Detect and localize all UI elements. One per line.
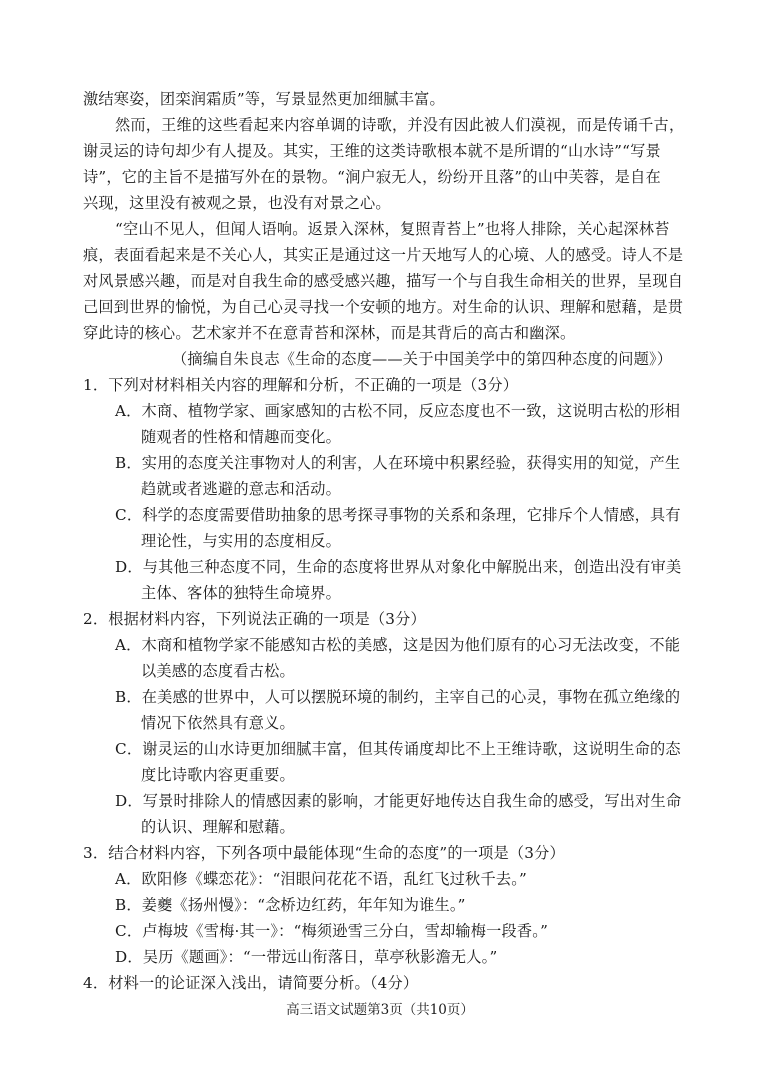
passage-line: 对风景感兴趣，而是对自我生命的感受感兴趣，描写一个与自我生命相关的世界，呈现自 [83, 272, 684, 290]
option-1a-cont: 随观者的性格和情趣而变化。 [141, 428, 342, 446]
passage-line: “空山不见人，但闻人语响。返景入深林，复照青苔上”也将人排除，关心起深林苔 [115, 220, 670, 238]
question-stem-4: 4．材料一的论证深入浅出，请简要分析。（4分） [83, 974, 419, 992]
option-2d-cont: 的认识、理解和慰藉。 [141, 818, 295, 836]
option-2d: D．写景时排除人的情感因素的影响，才能更好地传达自我生命的感受，写出对生命 [115, 792, 682, 810]
option-3c: C．卢梅坡《雪梅·其一》：“梅须逊雪三分白，雪却输梅一段香。” [115, 922, 549, 940]
option-2a: A．木商和植物学家不能感知古松的美感，这是因为他们原有的心习无法改变，不能 [115, 636, 681, 654]
option-2c-cont: 度比诗歌内容更重要。 [141, 766, 295, 784]
option-1c: C．科学的态度需要借助抽象的思考探寻事物的关系和条理，它排斥个人情感，具有 [115, 506, 681, 524]
option-1b-cont: 趋就或者逃避的意志和活动。 [141, 480, 342, 498]
option-1a: A．木商、植物学家、画家感知的古松不同，反应态度也不一致，这说明古松的形相 [115, 402, 681, 420]
option-2c: C．谢灵运的山水诗更加细腻丰富，但其传诵度却比不上王维诗歌，这说明生命的态 [115, 740, 681, 758]
question-stem-3: 3．结合材料内容，下列各项中最能体现“生命的态度”的一项是（3分） [83, 844, 565, 862]
passage-line: 然而，王维的这些看起来内容单调的诗歌，并没有因此被人们漠视，而是传诵千古， [115, 116, 685, 134]
option-1d-cont: 主体、客体的独特生命境界。 [141, 584, 342, 602]
passage-line: 激结寒姿，团栾润霜质”等，写景显然更加细腻丰富。 [83, 90, 445, 108]
option-1b: B．实用的态度关注事物对人的利害，人在环境中积累经验，获得实用的知觉，产生 [115, 454, 681, 472]
option-1d: D．与其他三种态度不同，生命的态度将世界从对象化中解脱出来，创造出没有审美 [115, 558, 682, 576]
option-3d: D．吴历《题画》：“一带远山衔落日，草亭秋影澹无人。” [115, 948, 498, 966]
option-2a-cont: 以美感的态度看古松。 [141, 662, 295, 680]
page-footer: 高三语文试题第3页（共10页） [286, 1002, 474, 1018]
question-stem-2: 2．根据材料内容，下列说法正确的一项是（3分） [83, 610, 426, 628]
passage-line: 痕，表面看起来是不关心人，其实正是通过这一片天地写人的心境、人的感受。诗人不是 [83, 246, 684, 264]
source-citation: （摘编自朱良志《生命的态度——关于中国美学中的第四种态度的问题》） [172, 350, 673, 368]
passage-line: 兴现，这里没有被观之景，也没有对景之心。 [83, 194, 391, 212]
option-2b-cont: 情况下依然具有意义。 [141, 714, 295, 732]
option-2b: B．在美感的世界中，人可以摆脱环境的制约，主宰自己的心灵，事物在孤立绝缘的 [115, 688, 681, 706]
passage-line: 穿此诗的核心。艺术家并不在意青苔和深林，而是其背后的高古和幽深。 [83, 324, 576, 342]
question-stem-1: 1．下列对材料相关内容的理解和分析，不正确的一项是（3分） [83, 376, 519, 394]
option-1c-cont: 理论性，与实用的态度相反。 [141, 532, 342, 550]
passage-line: 谢灵运的诗句却少有人提及。其实，王维的这类诗歌根本就不是所谓的“山水诗”“写景 [83, 142, 661, 160]
option-3b: B．姜夔《扬州慢》：“念桥边红药，年年知为谁生。” [115, 896, 466, 914]
passage-line: 诗”，它的主旨不是描写外在的景物。“涧户寂无人，纷纷开且落”的山中芙蓉，是自在 [83, 168, 661, 186]
passage-line: 己回到世界的愉悦，为自己心灵寻找一个安顿的地方。对生命的认识、理解和慰藉，是贯 [83, 298, 684, 316]
option-3a: A．欧阳修《蝶恋花》：“泪眼问花花不语，乱红飞过秋千去。” [115, 870, 527, 888]
